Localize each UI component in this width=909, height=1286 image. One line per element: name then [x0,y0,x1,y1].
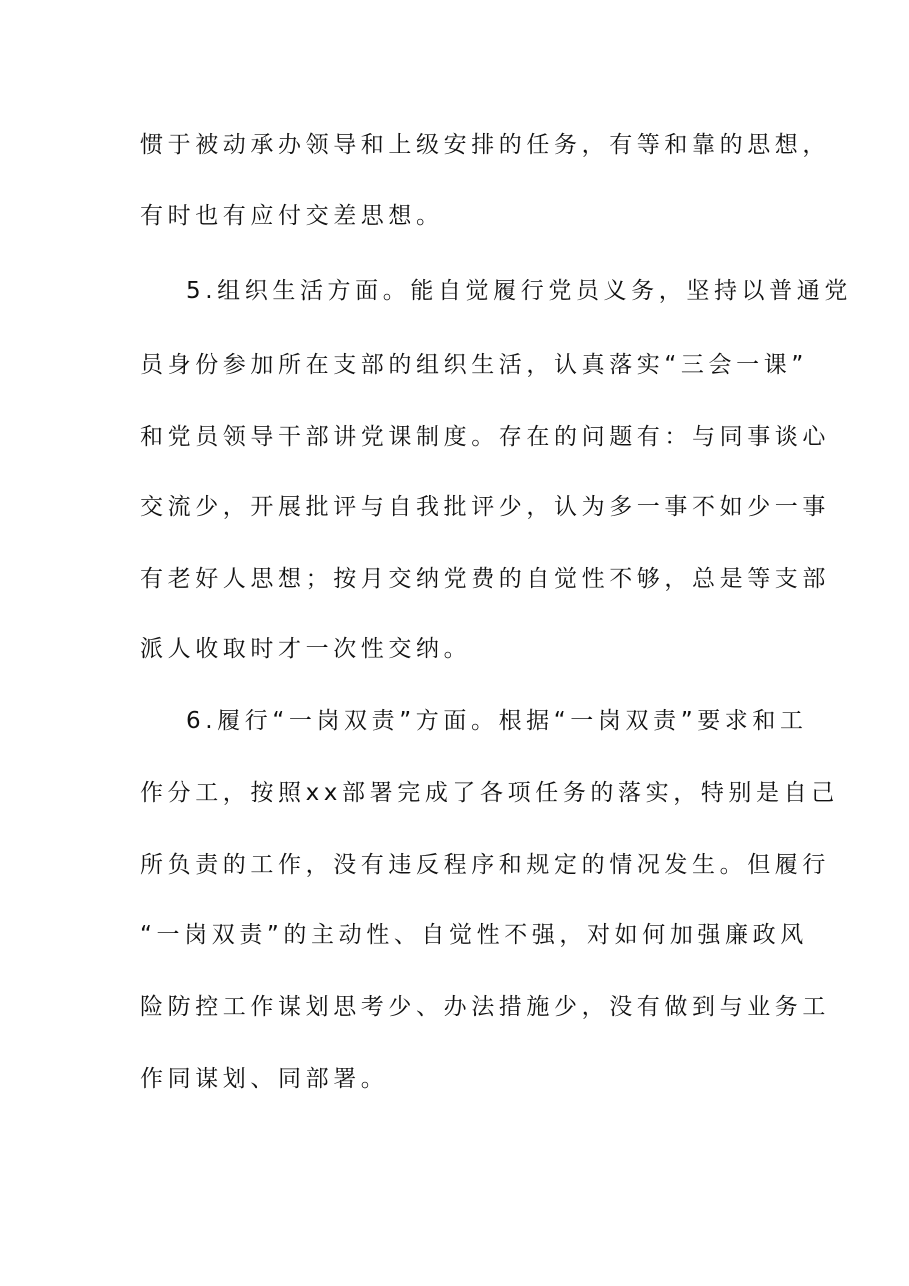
paragraph-line: “一岗双责”的主动性、自觉性不强，对如何加强廉政风 [140,922,808,948]
paragraph-line: 险防控工作谋划思考少、办法措施少，没有做到与业务工 [140,994,830,1020]
paragraph-line: 6.履行“一岗双责”方面。根据“一岗双责”要求和工 [186,708,808,734]
paragraph-line: 5.组织生活方面。能自觉履行党员义务，坚持以普通党 [186,278,852,304]
paragraph-line: 派人收取时才一次性交纳。 [140,636,472,662]
paragraph-line: 作分工，按照xx部署完成了各项任务的落实，特别是自己 [140,780,839,806]
paragraph-line: 交流少，开展批评与自我批评少，认为多一事不如少一事 [140,494,830,520]
paragraph-line: 作同谋划、同部署。 [140,1066,389,1092]
paragraph-line: 员身份参加所在支部的组织生活，认真落实“三会一课” [140,352,808,378]
paragraph-line: 惯于被动承办领导和上级安排的任务，有等和靠的思想， [140,132,830,158]
paragraph-line: 有时也有应付交差思想。 [140,203,444,229]
paragraph-line: 和党员领导干部讲党课制度。存在的问题有：与同事谈心 [140,424,830,450]
paragraph-line: 有老好人思想；按月交纳党费的自觉性不够，总是等支部 [140,566,830,592]
paragraph-line: 所负责的工作，没有违反程序和规定的情况发生。但履行 [140,852,830,878]
